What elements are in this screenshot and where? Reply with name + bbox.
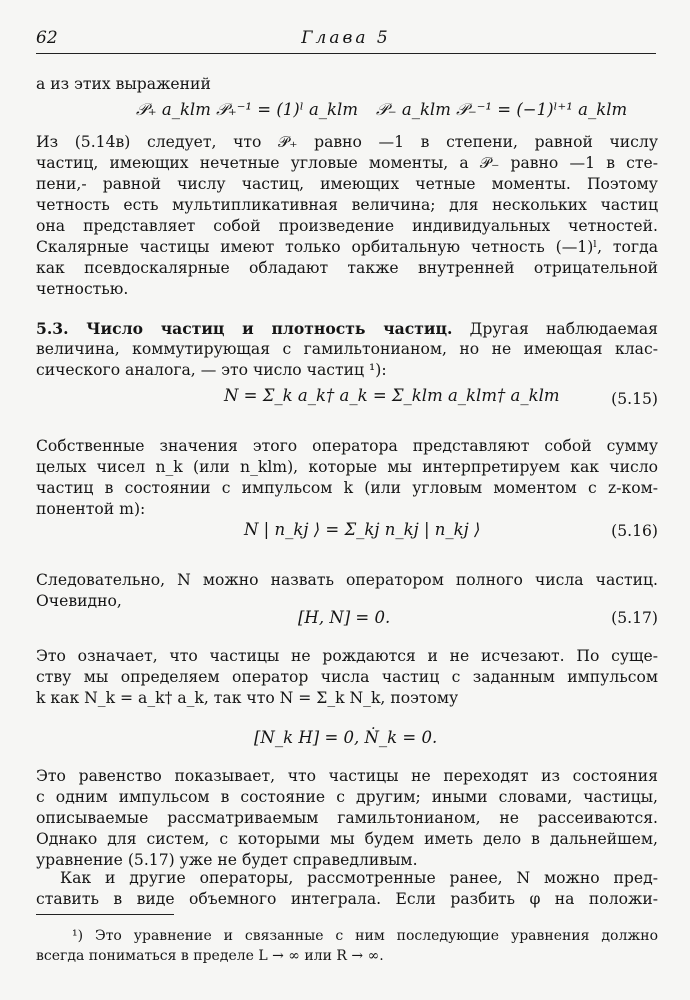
running-title: Глава 5 xyxy=(301,28,391,48)
footnote-rule xyxy=(36,914,174,915)
header-rule xyxy=(36,53,656,54)
equation-number: (5.15) xyxy=(611,390,658,408)
paragraph-parity: Из (5.14в) следует, что 𝒫₊ равно —1 в степени, равной числу частиц, имеющих нечетные угловые моменты, а 𝒫₋ равно —1 в сте- пени,- равной числу частиц, имеющих четные моменты. Поэтому четность есть мультипликативная величина; для нескольких частиц она представляет собой произведение индивидуальных четностей. Скалярные частицы имеют только орбитальную четность (—1)ˡ, тогда как псевдоскалярные обладают также внутренней отрицательной четностью. xyxy=(36,133,658,298)
formula-5-15: N = Σ_k a_k† a_k = Σ_klm a_klm† a_klm xyxy=(224,386,560,405)
formula-5-17: [H, N] = 0. xyxy=(298,608,391,627)
paragraph-scattering: Это равенство показывает, что частицы не переходят из состояния с одним импульсом в состояние с другим; иными словами, частицы, описываемые рассматриваемым гамильтонианом, не рассеиваются. Однако для систем, с которыми мы будем иметь дело в дальнейшем, уравнение (5.17) уже не будет справедливым. xyxy=(36,767,658,869)
formula-5-16: N | n_kj ⟩ = Σ_kj n_kj | n_kj ⟩ xyxy=(244,520,481,539)
footnote: ¹) Это уравнение и связанные с ним последующие уравнения должно всегда пониматься в пределе L → ∞ или R → ∞. xyxy=(36,928,658,964)
parity-eq-right: 𝒫₋ a_klm 𝒫₋⁻¹ = (−1)ˡ⁺¹ a_klm xyxy=(376,100,628,119)
equation-5-17 xyxy=(36,608,658,638)
paragraph-total-number: Следовательно, N можно назвать оператором полного числа частиц. Очевидно, xyxy=(36,571,658,610)
equation-commutator xyxy=(36,728,658,758)
page-number: 62 xyxy=(36,28,58,48)
formula-commutator: [N_k H] = 0, Ṅ_k = 0. xyxy=(254,728,438,747)
parity-eq-left: 𝒫₊ a_klm 𝒫₊⁻¹ = (1)ˡ a_klm xyxy=(136,100,358,119)
paragraph-volume-integral: Как и другие операторы, рассмотренные ранее, N можно пред- ставить в виде объемного интеграла. Если разбить φ на положи- xyxy=(36,869,658,908)
section-heading: 5.3. Число частиц и плотность частиц. xyxy=(36,319,453,338)
equation-5-16 xyxy=(36,520,658,560)
section-5-3: 5.3. Число частиц и плотность частиц. Другая наблюдаемая величина, коммутирующая с гамильтонианом, но не имеющая клас- сического аналога, — это число частиц ¹): xyxy=(36,319,658,379)
paragraph-intro: а из этих выражений xyxy=(36,75,211,93)
paragraph-conservation: Это означает, что частицы не рождаются и не исчезают. По суще- ству мы определяем оператор числа частиц с заданным импульсом k как N_k = a_k† a_k, так что N = Σ_k N_k, поэтому xyxy=(36,647,658,707)
paragraph-eigenvalues: Собственные значения этого оператора представляют собой сумму целых чисел n_k (или n_klm), которые мы интерпретируем как число частиц в состоянии с импульсом k (или угловым моментом с z-ком- понентой m): xyxy=(36,437,658,518)
equation-number: (5.16) xyxy=(611,522,658,540)
equation-5-15 xyxy=(36,386,658,426)
equation-number: (5.17) xyxy=(611,609,658,627)
page-header xyxy=(36,28,656,50)
equation-parity xyxy=(36,100,658,130)
